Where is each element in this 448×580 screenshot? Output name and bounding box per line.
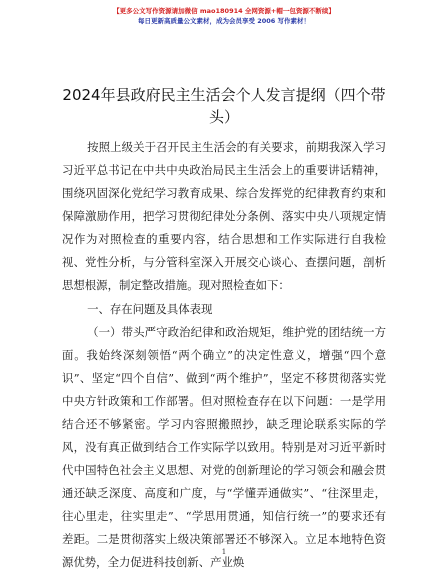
- page-number: 1: [221, 548, 227, 556]
- intro-paragraph: 按照上级关于召开民主生活会的有关要求，前期我深入学习习近平总书记在中共中央政治局民主生活会上的重要讲话精神，围绕巩固深化党纪学习教育成果、综合发挥党的纪律教育约束和保障激励作用，把学习贯彻纪律处分条例、落实中央八项规定情况作为对照检查的重要内容，结合思想和工作实际进行自我检视、党性分析，与分管科室深入开展交心谈心、查摆问题，剖析思想根源，制定整改措施。现对照检查如下：: [62, 140, 386, 292]
- body-paragraph: （一）带头严守政治纪律和政治规矩，维护党的团结统一方面。我始终深刻领悟“两个确立”的决定性意义，增强“四个意识”、坚定“四个自信”、做到“两个维护”，坚定不移贯彻落实党中央方针政策和工作部署。但对照检查存在以下问题：一是学用结合还不够紧密。学习内容照搬照抄，缺乏理论联系实际的学风，没有真正做到结合工作实际学以致用。特别是对习近平新时代中国特色社会主义思想、对党的创新理论的学习领会和融会贯通还缺乏深度、高度和广度，与“学懂弄通做实”、“往深里走，往心里走，往实里走”、“学思用贯通，知信行统一”的要求还有差距。二是贯彻落实上级决策部署还不够深入。立足本地特色资源优势，全力促进科技创新、产业焕: [62, 325, 386, 569]
- document-title: 2024年县政府民主生活会个人发言提纲（四个带头）: [62, 86, 386, 126]
- promo-banner-line-1: 【更多公文写作资源请加微信 mao180914 全网资源+帽一包资源不断续】: [113, 7, 335, 15]
- promo-banner-line-2: 每日更新高质量公文素材，成为会员享受 2006 写作素材！: [137, 17, 311, 25]
- document-body: [62, 136, 386, 574]
- section-heading: 一、存在问题及具体表现: [87, 302, 213, 316]
- promo-banner: [0, 6, 448, 26]
